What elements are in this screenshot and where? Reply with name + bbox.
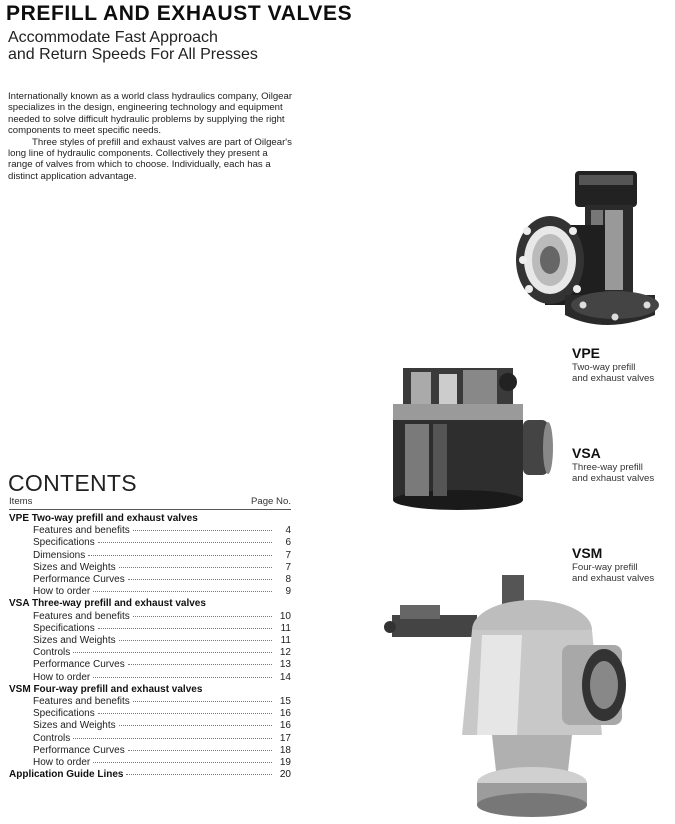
toc-entry-page: 16 — [279, 708, 291, 720]
toc-entry — [9, 562, 291, 574]
toc-entry-page: 12 — [279, 647, 291, 659]
toc-entry-label: Performance Curves — [33, 744, 125, 756]
intro-text — [8, 91, 293, 182]
toc-entry-label: Sizes and Weights — [33, 561, 116, 573]
toc-entry — [9, 550, 291, 562]
toc-entry-label: Specifications — [33, 537, 95, 549]
toc-entry — [9, 708, 291, 720]
toc-entry — [9, 672, 291, 684]
toc-entry-label: Sizes and Weights — [33, 635, 116, 647]
toc-entry-page: 15 — [279, 696, 291, 708]
page-column-label: Page No. — [250, 496, 291, 507]
intro-paragraph: Three styles of prefill and exhaust valves are part of Oilgear's long line of hydraulic components. Collectively they present a range of valves from which to choose. Individually, each has a distinct application advantage. — [8, 136, 292, 182]
vsm-desc-line: Four-way prefill — [572, 562, 638, 573]
toc-entry — [9, 733, 291, 745]
vsm-desc-line: and exhaust valves — [572, 573, 655, 584]
toc-entry-label: Performance Curves — [33, 574, 125, 586]
vpe-valve-photo — [505, 165, 665, 340]
toc-entry-page: 8 — [285, 574, 291, 586]
vpe-desc-line: and exhaust valves — [572, 373, 655, 384]
page-title: PREFILL AND EXHAUST VALVES — [6, 2, 353, 25]
toc-entry-label: Controls — [33, 647, 71, 659]
toc-entry — [9, 623, 291, 635]
toc-entry-page: 19 — [279, 757, 291, 769]
toc-section-heading: VPE Two-way prefill and exhaust valves — [9, 513, 198, 524]
toc-entry-label: Features and benefits — [33, 696, 130, 708]
table-of-contents — [9, 513, 291, 781]
toc-entry-label: Controls — [33, 732, 71, 744]
toc-entry — [9, 574, 291, 586]
toc-entry — [9, 720, 291, 732]
toc-entry-label: Performance Curves — [33, 659, 125, 671]
intro-paragraph: Internationally known as a world class hydraulics company, Oilgear specializes in the design, engineering technology and equipment needed to solve difficult hydraulic problems by supplying the right components to meet specific needs. — [8, 91, 293, 137]
toc-entry-label: Specifications — [33, 622, 95, 634]
vsa-desc-line: Three-way prefill — [572, 462, 643, 473]
toc-entry-label: Sizes and Weights — [33, 720, 116, 732]
toc-entry-page: 11 — [280, 635, 291, 647]
toc-entry-page: 14 — [279, 671, 291, 683]
vsm-caption — [572, 545, 672, 584]
subtitle-line: Accommodate Fast Approach — [8, 29, 218, 46]
toc-entry-page: 4 — [285, 525, 291, 537]
toc-entry-page: 7 — [285, 561, 291, 573]
toc-entry-label: How to order — [33, 671, 91, 683]
toc-entry-label: Application Guide Lines — [9, 769, 124, 781]
vsa-valve-photo — [383, 360, 558, 510]
toc-entry — [9, 696, 291, 708]
contents-title: CONTENTS — [8, 470, 137, 496]
toc-entry-label: Specifications — [33, 708, 95, 720]
toc-entry — [9, 586, 291, 598]
toc-entry-page: 17 — [279, 732, 291, 744]
vsa-desc-line: and exhaust valves — [572, 473, 655, 484]
toc-entry-page: 9 — [285, 586, 291, 598]
toc-entry — [9, 647, 291, 659]
toc-entry-page: 16 — [279, 720, 291, 732]
toc-entry-page: 10 — [279, 610, 291, 622]
contents-column-header — [9, 496, 291, 510]
vsm-code: VSM — [572, 545, 603, 561]
toc-entry-page: 7 — [285, 549, 291, 561]
toc-entry-label: Features and benefits — [33, 525, 130, 537]
toc-section-heading: VSM Four-way prefill and exhaust valves — [9, 683, 203, 695]
toc-entry-page: 11 — [280, 622, 291, 634]
page-subtitle — [8, 29, 338, 63]
toc-entry — [9, 635, 291, 647]
toc-entry — [9, 757, 291, 769]
toc-entry — [9, 745, 291, 757]
toc-entry-page: 18 — [279, 744, 291, 756]
toc-entry-label: Features and benefits — [33, 610, 130, 622]
toc-entry — [9, 659, 291, 671]
vpe-caption — [572, 345, 672, 384]
vpe-desc-line: Two-way prefill — [572, 362, 636, 373]
subtitle-line: and Return Speeds For All Presses — [8, 46, 258, 63]
items-column-label: Items — [9, 496, 33, 507]
toc-entry-application-guide — [9, 769, 291, 781]
toc-entry-label: How to order — [33, 586, 91, 598]
vsa-caption — [572, 445, 672, 484]
toc-entry — [9, 611, 291, 623]
toc-entry-label: Dimensions — [33, 549, 86, 561]
toc-entry-page: 6 — [285, 537, 291, 549]
toc-entry-page: 20 — [279, 769, 291, 781]
toc-entry-page: 13 — [279, 659, 291, 671]
toc-entry — [9, 525, 291, 537]
toc-entry — [9, 537, 291, 549]
toc-section-heading: VSA Three-way prefill and exhaust valves — [9, 598, 206, 610]
vsa-code: VSA — [572, 445, 601, 461]
vsm-valve-photo — [382, 575, 637, 820]
toc-entry-label: How to order — [33, 757, 91, 769]
vpe-code: VPE — [572, 345, 601, 361]
